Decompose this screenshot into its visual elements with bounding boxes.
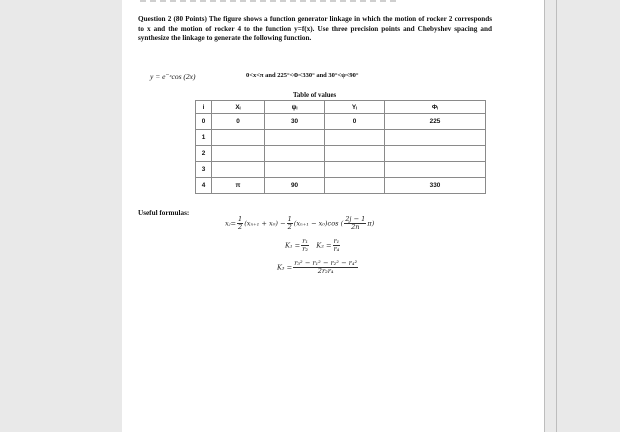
cell-i: 2 <box>196 146 212 162</box>
table-row <box>196 130 486 146</box>
page-top-border <box>140 0 400 2</box>
half-fraction-2: $\frac{1}{2}$ <box>287 215 292 231</box>
header-psi: ψᵢ <box>265 101 325 114</box>
table-row <box>196 162 486 178</box>
cell-psi <box>265 130 325 146</box>
table-row <box>196 146 486 162</box>
cell-psi <box>265 146 325 162</box>
header-phi: Φᵢ <box>385 101 486 114</box>
half-fraction: $\frac{1}{2}$ <box>238 215 243 231</box>
k2-fraction: $\frac{\text{r₁}}{\text{r₄}}$ <box>333 237 340 253</box>
cell-x: 0 <box>212 114 265 130</box>
cell-psi: 30 <box>265 114 325 130</box>
k3-fraction: $\frac{\text{r₃² − r₁² − r₂² − r₄²}}{\text{2r₂r₄}}$ <box>294 259 358 275</box>
cell-x: π <box>212 178 265 194</box>
k2-label: K₂ = <box>316 241 332 250</box>
chebyshev-right: (xₙ₊₁ − x₀)cos ( <box>293 219 344 228</box>
cell-psi: 90 <box>265 178 325 194</box>
scrollbar-track-line <box>556 0 557 432</box>
cell-phi <box>385 162 486 178</box>
k3-label: K₃ = <box>277 263 293 272</box>
cell-y: 0 <box>325 114 385 130</box>
values-table <box>195 100 486 194</box>
table-header-row <box>196 101 486 114</box>
header-y: Yᵢ <box>325 101 385 114</box>
cell-psi <box>265 162 325 178</box>
page-right-edge <box>544 0 545 432</box>
function-range: 0<x<π and 225°<Φ<330° and 30°<ψ<90° <box>246 72 359 79</box>
cell-i: 0 <box>196 114 212 130</box>
cell-i: 1 <box>196 130 212 146</box>
cell-phi: 330 <box>385 178 486 194</box>
chebyshev-end: π) <box>367 219 375 228</box>
useful-formulas-label: Useful formulas: <box>138 209 190 217</box>
cell-phi <box>385 130 486 146</box>
k1-fraction: $\frac{\text{r₁}}{\text{r₂}}$ <box>302 237 308 253</box>
cell-phi <box>385 146 486 162</box>
table-title: Table of values <box>293 92 337 99</box>
cell-y <box>325 146 385 162</box>
k3-formula <box>277 260 359 275</box>
chebyshev-mid: (xₙ₊₁ + x₀) − <box>244 219 286 228</box>
cell-x <box>212 162 265 178</box>
k1-label: K₁ = <box>285 241 301 250</box>
header-x: Xᵢ <box>212 101 265 114</box>
header-i: i <box>196 101 212 114</box>
cell-i: 4 <box>196 178 212 194</box>
chebyshev-left: xⱼ= <box>225 219 236 228</box>
cos-fraction: $\frac{2j - 1}{2n}$ <box>345 215 366 231</box>
cell-y <box>325 162 385 178</box>
k1-k2-formulas <box>285 238 341 253</box>
table-row <box>196 114 486 130</box>
cell-x <box>212 130 265 146</box>
table-row <box>196 178 486 194</box>
cell-phi: 225 <box>385 114 486 130</box>
cell-y <box>325 178 385 194</box>
cell-x <box>212 146 265 162</box>
cell-i: 3 <box>196 162 212 178</box>
cell-y <box>325 130 385 146</box>
question-text: Question 2 (80 Points) The figure shows a function generator linkage in which the motion of rocker 2 corresponds to x and the motion of rocker 4 to the function y=f(x). Use three precision points and Chebyshev spacing and synthesize the linkage to generate the following function. <box>138 15 492 43</box>
function-equation: y = e⁻ˣcos (2x) <box>150 72 196 81</box>
chebyshev-formula <box>225 216 374 231</box>
